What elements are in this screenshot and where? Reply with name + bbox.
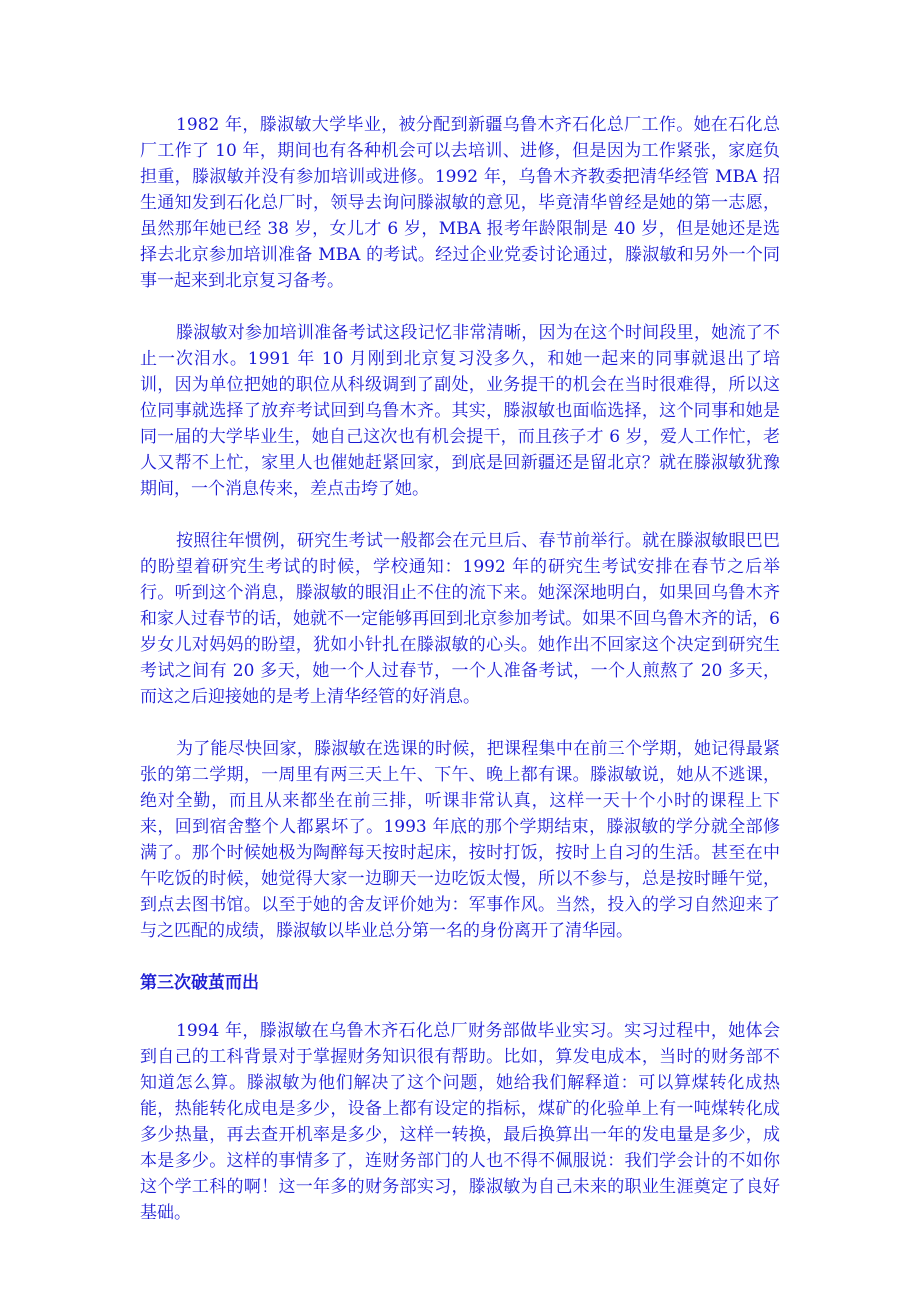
section-heading: 第三次破茧而出: [140, 973, 259, 993]
paragraph-4: 为了能尽快回家，滕淑敏在选课的时候，把课程集中在前三个学期，她记得最紧张的第二学期，一周里有两三天上午、下午、晚上都有课。滕淑敏说，她从不逃课，绝对全勤，而且从来都坐在前三排，听课非常认真，这样一天十个小时的课程上下来，回到宿舍整个人都累坏了。1993 年底的那个学期结束，滕淑敏的学分就全部修满了。那个时候她极为陶醉每天按时起床，按时打饭，按时上自习的生活。甚至在中午吃饭的时候，她觉得大家一边聊天一边吃饭太慢，所以不参与，总是按时睡午觉，到点去图书馆。以至于她的舍友评价她为：军事作风。当然，投入的学习自然迎来了与之匹配的成绩，滕淑敏以毕业总分第一名的身份离开了清华园。: [140, 739, 780, 941]
paragraph-5: 1994 年，滕淑敏在乌鲁木齐石化总厂财务部做毕业实习。实习过程中，她体会到自己的工科背景对于掌握财务知识很有帮助。比如，算发电成本，当时的财务部不知道怎么算。滕淑敏为他们解决了这个问题，她给我们解释道：可以算煤转化成热能，热能转化成电是多少，设备上都有设定的指标，煤矿的化验单上有一吨煤转化成多少热量，再去查开机率是多少，这样一转换，最后换算出一年的发电量是多少，成本是多少。这样的事情多了，连财务部门的人也不得不佩服说：我们学会计的不如你这个学工科的啊！这一年多的财务部实习，滕淑敏为自己未来的职业生涯奠定了良好基础。: [140, 1021, 780, 1223]
document-page: [140, 112, 780, 1252]
paragraph-2: 滕淑敏对参加培训准备考试这段记忆非常清晰，因为在这个时间段里，她流了不止一次泪水。1991 年 10 月刚到北京复习没多久，和她一起来的同事就退出了培训，因为单位把她的职位从科级调到了副处，业务提干的机会在当时很难得，所以这位同事就选择了放弃考试回到乌鲁木齐。其实，滕淑敏也面临选择，这个同事和她是同一届的大学毕业生，她自己这次也有机会提干，而且孩子才 6 岁，爱人工作忙，老人又帮不上忙，家里人也催她赶紧回家，到底是回新疆还是留北京？就在滕淑敏犹豫期间，一个消息传来，差点击垮了她。: [140, 323, 780, 499]
paragraph-3: 按照往年惯例，研究生考试一般都会在元旦后、春节前举行。就在滕淑敏眼巴巴的盼望着研究生考试的时候，学校通知：1992 年的研究生考试安排在春节之后举行。听到这个消息，滕淑敏的眼泪止不住的流下来。她深深地明白，如果回乌鲁木齐和家人过春节的话，她就不一定能够再回到北京参加考试。如果不回乌鲁木齐的话，6 岁女儿对妈妈的盼望，犹如小针扎在滕淑敏的心头。她作出不回家这个决定到研究生考试之间有 20 多天，她一个人过春节，一个人准备考试，一个人煎熬了 20 多天，而这之后迎接她的是考上清华经管的好消息。: [140, 531, 780, 707]
paragraph-1: 1982 年，滕淑敏大学毕业，被分配到新疆乌鲁木齐石化总厂工作。她在石化总厂工作了 10 年，期间也有各种机会可以去培训、进修，但是因为工作紧张，家庭负担重，滕淑敏并没有参加培训或进修。1992 年，乌鲁木齐教委把清华经管 MBA 招生通知发到石化总厂时，领导去询问滕淑敏的意见，毕竟清华曾经是她的第一志愿，虽然那年她已经 38 岁，女儿才 6 岁，MBA 报考年龄限制是 40 岁，但是她还是选择去北京参加培训准备 MBA 的考试。经过企业党委讨论通过，滕淑敏和另外一个同事一起来到北京复习备考。: [140, 115, 780, 291]
